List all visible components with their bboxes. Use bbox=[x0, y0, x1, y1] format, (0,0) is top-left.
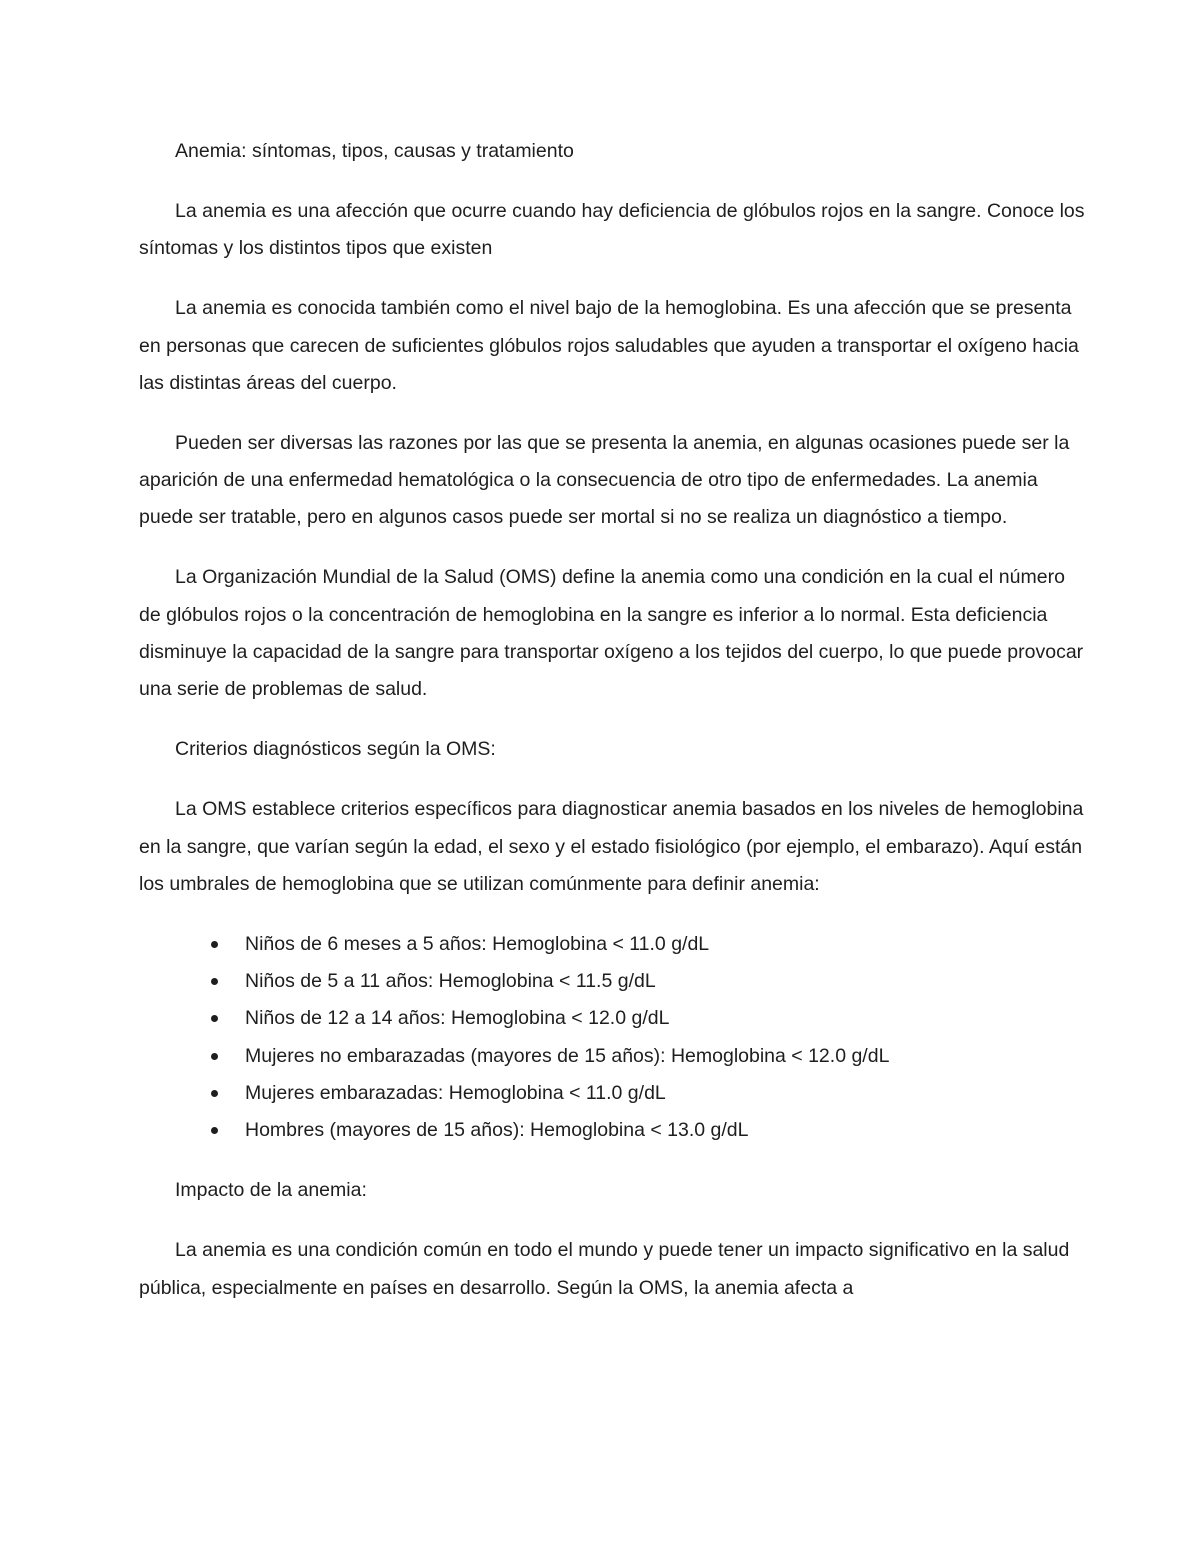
bullet-icon bbox=[211, 978, 218, 985]
list-item bbox=[139, 1112, 1087, 1149]
paragraph-intro-1: La anemia es una afección que ocurre cuando hay deficiencia de glóbulos rojos en la sangre. Conoce los síntomas y los distintos tipos que existen bbox=[139, 199, 1085, 260]
paragraph-intro-3: Pueden ser diversas las razones por las que se presenta la anemia, en algunas ocasiones puede ser la aparición de una enfermedad hematológica o la consecuencia de otro tipo de enfermedades. La anemia puede ser tratable, pero en algunos casos puede ser mortal si no se realiza un diagnóstico a tiempo. bbox=[139, 431, 1070, 529]
list-item-text: Mujeres no embarazadas (mayores de 15 años): Hemoglobina < 12.0 g/dL bbox=[245, 1044, 890, 1067]
list-item bbox=[139, 963, 1087, 1000]
bullet-icon bbox=[211, 1053, 218, 1060]
list-item-text: Niños de 5 a 11 años: Hemoglobina < 11.5 g/dL bbox=[245, 970, 656, 993]
list-item bbox=[139, 1075, 1087, 1112]
paragraph-intro-2: La anemia es conocida también como el nivel bajo de la hemoglobina. Es una afección que se presenta en personas que carecen de suficientes glóbulos rojos saludables que ayuden a transportar el oxígeno hacia las distintas áreas del cuerpo. bbox=[139, 297, 1079, 394]
document-body bbox=[139, 133, 1087, 1330]
list-item bbox=[139, 926, 1087, 963]
list-item-text: Mujeres embarazadas: Hemoglobina < 11.0 g/dL bbox=[245, 1082, 666, 1105]
bullet-icon bbox=[211, 1127, 218, 1134]
criteria-list bbox=[139, 926, 1087, 1150]
criteria-heading: Criterios diagnósticos según la OMS: bbox=[175, 738, 496, 761]
bullet-icon bbox=[211, 1090, 218, 1097]
criteria-intro: La OMS establece criterios específicos para diagnosticar anemia basados en los niveles de hemoglobina en la sangre, que varían según la edad, el sexo y el estado fisiológico (por ejemplo, el embarazo). Aquí están los umbrales de hemoglobina que se utilizan comúnmente para definir anemia: bbox=[139, 798, 1084, 895]
paragraph-oms-definition: La Organización Mundial de la Salud (OMS) define la anemia como una condición en la cual el número de glóbulos rojos o la concentración de hemoglobina en la sangre es inferior a lo normal. Esta deficiencia disminuye la capacidad de la sangre para transportar oxígeno a los tejidos del cuerpo, lo que puede provocar una serie de problemas de salud. bbox=[139, 566, 1084, 701]
list-item-text: Niños de 6 meses a 5 años: Hemoglobina < 11.0 g/dL bbox=[245, 932, 710, 955]
bullet-icon bbox=[211, 1015, 218, 1022]
list-item-text: Niños de 12 a 14 años: Hemoglobina < 12.0 g/dL bbox=[245, 1007, 670, 1030]
bullet-icon bbox=[211, 941, 218, 948]
document-title: Anemia: síntomas, tipos, causas y tratamiento bbox=[175, 140, 574, 162]
impact-text: La anemia es una condición común en todo el mundo y puede tener un impacto significativo en la salud pública, especialmente en países en desarrollo. Según la OMS, la anemia afecta a bbox=[139, 1239, 1070, 1299]
list-item bbox=[139, 1038, 1087, 1075]
impact-heading: Impacto de la anemia: bbox=[175, 1179, 367, 1202]
list-item-text: Hombres (mayores de 15 años): Hemoglobina < 13.0 g/dL bbox=[245, 1119, 749, 1142]
list-item bbox=[139, 1000, 1087, 1037]
